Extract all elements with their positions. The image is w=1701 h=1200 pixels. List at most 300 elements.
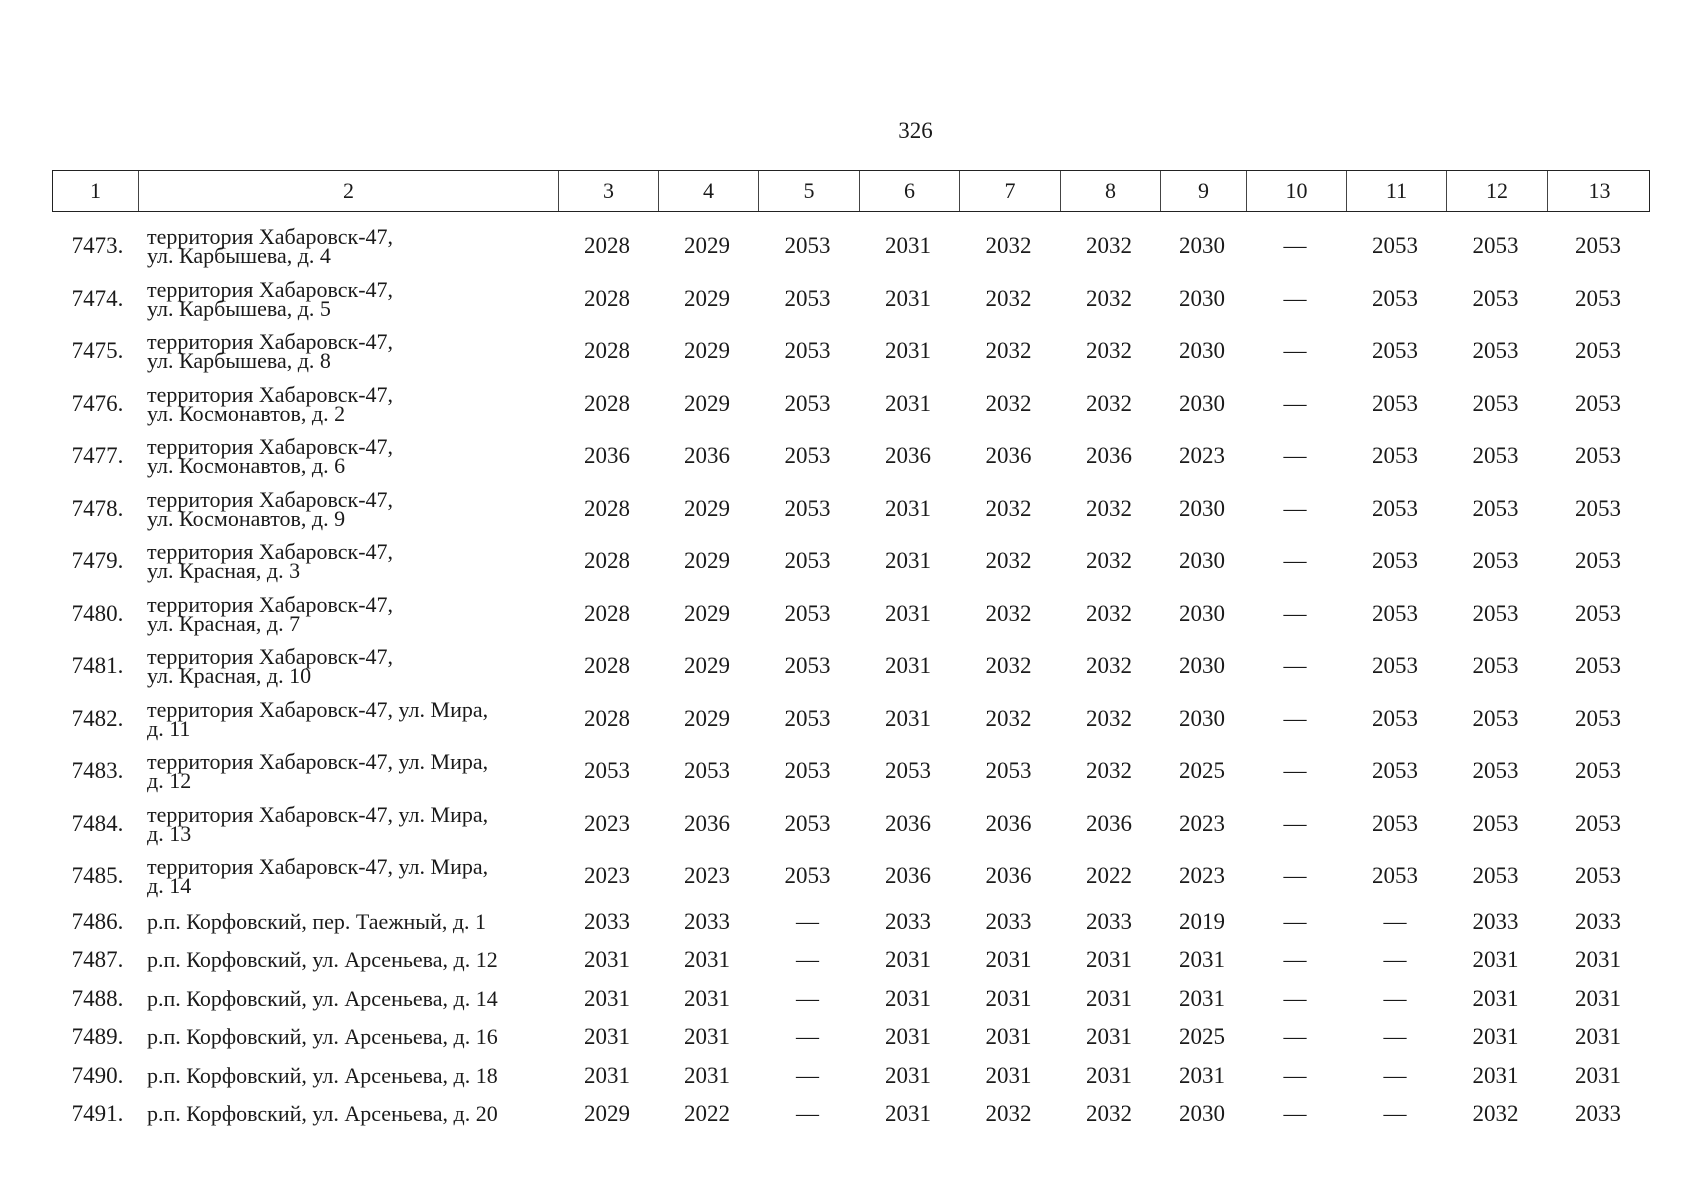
year-cell: 2036 (684, 443, 730, 469)
address-line: д. 12 (147, 768, 192, 794)
column-header: 9 (1160, 171, 1246, 211)
year-cell: 2031 (885, 1062, 931, 1088)
year-cell: 2031 (885, 653, 931, 679)
year-cell: — (1283, 1062, 1307, 1088)
year-cell: 2031 (985, 1024, 1032, 1050)
year-cell: 2032 (985, 390, 1032, 416)
column-header: 5 (758, 171, 859, 211)
year-cell: — (1283, 338, 1307, 364)
year-cell: 2023 (584, 810, 630, 836)
column-header: 12 (1446, 171, 1547, 211)
row-number: 7488. (71, 985, 124, 1011)
year-cell: 2053 (1472, 705, 1519, 731)
year-cell: 2031 (1472, 985, 1519, 1011)
address-line: р.п. Корфовский, пер. Таежный, д. 1 (147, 908, 487, 934)
page-number: 326 (898, 118, 933, 143)
address-cell (137, 224, 557, 269)
year-cell: — (796, 1062, 819, 1088)
year-cell: 2033 (985, 908, 1032, 934)
year-cell: 2033 (684, 908, 730, 934)
year-cell: 2032 (1086, 1101, 1132, 1127)
address-line: территория Хабаровск-47, (147, 329, 394, 355)
year-cell: 2031 (584, 947, 630, 973)
year-cell: 2031 (885, 947, 931, 973)
year-cell: 2030 (1179, 495, 1225, 521)
year-cell: 2053 (1472, 495, 1519, 521)
year-cell: 2053 (784, 338, 831, 364)
table-row (52, 941, 1650, 980)
row-number: 7473. (71, 233, 124, 259)
year-cell: 2032 (985, 1101, 1032, 1127)
table-row (52, 1095, 1650, 1134)
year-cell: 2036 (985, 863, 1032, 889)
address-cell (137, 1064, 557, 1088)
year-cell: 2053 (1472, 600, 1519, 626)
year-cell: 2053 (1372, 390, 1418, 416)
address-cell (137, 644, 557, 689)
year-cell: 2031 (885, 1024, 931, 1050)
year-cell: 2031 (1179, 1062, 1225, 1088)
row-number: 7490. (71, 1062, 124, 1088)
year-cell: 2036 (584, 443, 630, 469)
year-cell: 2023 (684, 863, 730, 889)
year-cell: 2053 (784, 863, 831, 889)
year-cell: 2053 (1472, 338, 1519, 364)
year-cell: — (1283, 758, 1307, 784)
year-cell: — (1283, 443, 1307, 469)
table-row (52, 483, 1650, 536)
year-cell: 2030 (1179, 600, 1225, 626)
year-cell: 2032 (985, 705, 1032, 731)
year-cell: 2053 (1575, 233, 1621, 259)
year-cell: 2031 (885, 548, 931, 574)
year-cell: 2031 (1086, 947, 1132, 973)
address-line: территория Хабаровск-47, ул. Мира, (147, 696, 489, 722)
year-cell: 2033 (885, 908, 931, 934)
year-cell: 2023 (1179, 863, 1225, 889)
address-line: территория Хабаровск-47, ул. Мира, (147, 749, 489, 775)
address-line: ул. Космонавтов, д. 6 (147, 453, 346, 479)
year-cell: 2053 (1575, 495, 1621, 521)
year-cell: 2028 (584, 705, 630, 731)
year-cell: — (796, 908, 819, 934)
year-cell: — (1283, 390, 1307, 416)
year-cell: 2030 (1179, 233, 1225, 259)
year-cell: 2019 (1179, 908, 1225, 934)
year-cell: 2053 (1472, 653, 1519, 679)
table-row (52, 1057, 1650, 1096)
address-line: ул. Красная, д. 7 (147, 610, 301, 636)
year-cell: 2031 (885, 390, 931, 416)
row-number: 7480. (71, 600, 124, 626)
year-cell: 2053 (1575, 390, 1621, 416)
year-cell: 2028 (584, 548, 630, 574)
column-header: 4 (658, 171, 758, 211)
row-number: 7483. (71, 758, 124, 784)
year-cell: 2032 (985, 600, 1032, 626)
year-cell: 2031 (885, 985, 931, 1011)
year-cell: 2036 (985, 443, 1032, 469)
table-row (52, 273, 1650, 326)
column-header: 8 (1060, 171, 1160, 211)
year-cell: — (1383, 908, 1407, 934)
year-cell: 2032 (1086, 705, 1132, 731)
address-line: территория Хабаровск-47, (147, 644, 394, 670)
year-cell: 2053 (1472, 233, 1519, 259)
table-row (52, 745, 1650, 798)
address-line: территория Хабаровск-47, (147, 381, 394, 407)
year-cell: — (796, 947, 819, 973)
year-cell: 2030 (1179, 1101, 1225, 1127)
year-cell: 2053 (1575, 863, 1621, 889)
year-cell: 2053 (784, 705, 831, 731)
year-cell: — (1283, 653, 1307, 679)
year-cell: 2033 (584, 908, 630, 934)
year-cell: 2053 (1372, 233, 1418, 259)
year-cell: 2032 (1086, 495, 1132, 521)
row-number: 7476. (71, 390, 124, 416)
year-cell: — (1283, 600, 1307, 626)
table-row (52, 903, 1650, 942)
year-cell: — (1283, 233, 1307, 259)
address-cell (137, 381, 557, 426)
address-line: территория Хабаровск-47, (147, 434, 394, 460)
address-line: р.п. Корфовский, ул. Арсеньева, д. 16 (147, 1024, 498, 1050)
year-cell: 2031 (885, 1101, 931, 1127)
column-header: 3 (558, 171, 658, 211)
column-header: 2 (138, 171, 558, 211)
year-cell: — (1283, 548, 1307, 574)
address-line: ул. Карбышева, д. 5 (147, 295, 331, 321)
year-cell: 2025 (1179, 1024, 1225, 1050)
address-cell (137, 948, 557, 972)
year-cell: 2031 (885, 600, 931, 626)
address-cell (137, 486, 557, 531)
year-cell: 2053 (1575, 548, 1621, 574)
year-cell: — (796, 1024, 819, 1050)
year-cell: 2028 (584, 495, 630, 521)
row-number: 7485. (71, 863, 124, 889)
address-line: ул. Космонавтов, д. 9 (147, 505, 346, 531)
address-line: д. 11 (147, 715, 191, 741)
year-cell: 2028 (584, 390, 630, 416)
year-cell: 2031 (1575, 947, 1621, 973)
year-cell: 2053 (1575, 705, 1621, 731)
year-cell: 2053 (784, 600, 831, 626)
year-cell: 2022 (684, 1101, 730, 1127)
year-cell: 2030 (1179, 285, 1225, 311)
year-cell: 2053 (1372, 653, 1418, 679)
year-cell: — (1283, 1024, 1307, 1050)
year-cell: 2032 (1086, 758, 1132, 784)
year-cell: 2053 (784, 285, 831, 311)
year-cell: 2053 (1575, 285, 1621, 311)
table-row (52, 1018, 1650, 1057)
year-cell: — (1283, 810, 1307, 836)
year-cell: 2053 (1372, 495, 1418, 521)
year-cell: 2053 (684, 758, 730, 784)
year-cell: 2029 (584, 1101, 630, 1127)
table-row (52, 430, 1650, 483)
year-cell: 2031 (885, 338, 931, 364)
address-line: территория Хабаровск-47, (147, 591, 394, 617)
year-cell: — (1283, 705, 1307, 731)
year-cell: 2029 (684, 233, 730, 259)
table-header (52, 170, 1650, 212)
year-cell: 2028 (584, 338, 630, 364)
year-cell: 2032 (985, 285, 1032, 311)
address-line: территория Хабаровск-47, ул. Мира, (147, 854, 489, 880)
address-line: ул. Красная, д. 3 (147, 558, 301, 584)
year-cell: 2053 (1372, 705, 1418, 731)
row-number: 7484. (71, 810, 124, 836)
address-line: р.п. Корфовский, ул. Арсеньева, д. 18 (147, 1062, 498, 1088)
year-cell: — (1283, 1101, 1307, 1127)
year-cell: 2028 (584, 600, 630, 626)
table-row (52, 535, 1650, 588)
year-cell: 2030 (1179, 338, 1225, 364)
address-line: территория Хабаровск-47, ул. Мира, (147, 801, 489, 827)
year-cell: 2031 (1179, 947, 1225, 973)
year-cell: 2032 (1472, 1101, 1519, 1127)
year-cell: 2053 (784, 233, 831, 259)
year-cell: 2053 (1472, 390, 1519, 416)
year-cell: 2031 (684, 985, 730, 1011)
address-line: д. 14 (147, 873, 192, 899)
row-number: 7475. (71, 338, 124, 364)
year-cell: 2028 (584, 233, 630, 259)
table-row (52, 980, 1650, 1019)
year-cell: 2032 (1086, 548, 1132, 574)
row-number: 7474. (71, 285, 124, 311)
year-cell: 2032 (1086, 285, 1132, 311)
year-cell: — (1283, 495, 1307, 521)
table-row (52, 640, 1650, 693)
year-cell: 2029 (684, 285, 730, 311)
row-number: 7486. (71, 908, 124, 934)
year-cell: 2053 (1372, 548, 1418, 574)
year-cell: 2023 (584, 863, 630, 889)
year-cell: 2053 (784, 653, 831, 679)
table-row (52, 798, 1650, 851)
column-header: 11 (1346, 171, 1446, 211)
year-cell: — (1383, 947, 1407, 973)
year-cell: 2053 (1372, 810, 1418, 836)
year-cell: 2032 (985, 548, 1032, 574)
address-line: р.п. Корфовский, ул. Арсеньева, д. 12 (147, 947, 498, 973)
year-cell: 2036 (885, 443, 931, 469)
year-cell: 2036 (985, 810, 1032, 836)
address-cell (137, 1102, 557, 1126)
address-line: д. 13 (147, 820, 192, 846)
address-cell (137, 910, 557, 934)
row-number: 7477. (71, 443, 124, 469)
year-cell: 2030 (1179, 548, 1225, 574)
table-row (52, 378, 1650, 431)
year-cell: 2053 (1472, 285, 1519, 311)
year-cell: — (796, 985, 819, 1011)
year-cell: 2053 (784, 443, 831, 469)
year-cell: 2031 (985, 947, 1032, 973)
year-cell: — (1283, 947, 1307, 973)
year-cell: 2053 (1472, 810, 1519, 836)
row-number: 7478. (71, 495, 124, 521)
row-number: 7487. (71, 947, 124, 973)
year-cell: 2031 (985, 985, 1032, 1011)
year-cell: 2053 (1472, 863, 1519, 889)
table-row (52, 588, 1650, 641)
year-cell: 2031 (1086, 1062, 1132, 1088)
table-row (52, 693, 1650, 746)
year-cell: 2053 (1372, 443, 1418, 469)
address-line: ул. Красная, д. 10 (147, 663, 312, 689)
year-cell: 2030 (1179, 390, 1225, 416)
year-cell: 2033 (1086, 908, 1132, 934)
year-cell: — (1283, 985, 1307, 1011)
year-cell: 2053 (1372, 863, 1418, 889)
address-cell (137, 1025, 557, 1049)
address-cell (137, 539, 557, 584)
year-cell: 2053 (584, 758, 630, 784)
address-cell (137, 749, 557, 794)
year-cell: 2033 (1575, 1101, 1621, 1127)
year-cell: 2053 (784, 390, 831, 416)
column-header: 6 (859, 171, 959, 211)
address-line: ул. Карбышева, д. 4 (147, 243, 331, 269)
year-cell: 2053 (784, 495, 831, 521)
year-cell: 2031 (684, 1024, 730, 1050)
table-row (52, 220, 1650, 273)
year-cell: 2032 (1086, 233, 1132, 259)
address-line: р.п. Корфовский, ул. Арсеньева, д. 14 (147, 985, 498, 1011)
address-line: территория Хабаровск-47, (147, 486, 394, 512)
year-cell: 2032 (1086, 653, 1132, 679)
year-cell: 2033 (1472, 908, 1519, 934)
year-cell: — (1283, 908, 1307, 934)
row-number: 7491. (71, 1101, 124, 1127)
address-cell (137, 987, 557, 1011)
address-cell (137, 854, 557, 899)
year-cell: 2031 (885, 495, 931, 521)
table-body (52, 220, 1650, 1134)
year-cell: — (1383, 1101, 1407, 1127)
year-cell: — (796, 1101, 819, 1127)
year-cell: 2032 (985, 495, 1032, 521)
year-cell: 2030 (1179, 653, 1225, 679)
year-cell: 2032 (1086, 390, 1132, 416)
year-cell: 2032 (985, 338, 1032, 364)
year-cell: 2025 (1179, 758, 1225, 784)
year-cell: 2053 (1575, 338, 1621, 364)
year-cell: 2031 (1086, 1024, 1132, 1050)
year-cell: 2029 (684, 653, 730, 679)
address-cell (137, 591, 557, 636)
year-cell: 2032 (985, 233, 1032, 259)
year-cell: 2029 (684, 600, 730, 626)
year-cell: 2053 (1372, 285, 1418, 311)
year-cell: 2029 (684, 390, 730, 416)
year-cell: 2031 (1575, 985, 1621, 1011)
year-cell: 2053 (1472, 548, 1519, 574)
year-cell: 2036 (1086, 443, 1132, 469)
column-header: 7 (959, 171, 1060, 211)
address-line: р.п. Корфовский, ул. Арсеньева, д. 20 (147, 1101, 498, 1127)
address-line: территория Хабаровск-47, (147, 276, 394, 302)
year-cell: 2053 (784, 810, 831, 836)
row-number: 7479. (71, 548, 124, 574)
row-number: 7481. (71, 653, 124, 679)
year-cell: 2053 (1372, 338, 1418, 364)
year-cell: 2031 (584, 1062, 630, 1088)
year-cell: 2023 (1179, 810, 1225, 836)
year-cell: 2036 (1086, 810, 1132, 836)
year-cell: 2031 (1472, 947, 1519, 973)
year-cell: 2022 (1086, 863, 1132, 889)
year-cell: 2032 (1086, 338, 1132, 364)
year-cell: 2053 (1575, 600, 1621, 626)
year-cell: 2053 (1575, 443, 1621, 469)
year-cell: 2053 (1372, 600, 1418, 626)
year-cell: 2031 (1472, 1024, 1519, 1050)
year-cell: 2032 (1086, 600, 1132, 626)
row-number: 7489. (71, 1024, 124, 1050)
address-cell (137, 329, 557, 374)
year-cell: — (1383, 1024, 1407, 1050)
column-header: 10 (1246, 171, 1346, 211)
year-cell: 2031 (985, 1062, 1032, 1088)
year-cell: 2029 (684, 705, 730, 731)
year-cell: 2030 (1179, 705, 1225, 731)
year-cell: 2029 (684, 548, 730, 574)
year-cell: 2031 (1575, 1024, 1621, 1050)
year-cell: 2031 (684, 1062, 730, 1088)
year-cell: 2053 (784, 548, 831, 574)
year-cell: 2032 (985, 653, 1032, 679)
year-cell: 2036 (885, 810, 931, 836)
address-line: территория Хабаровск-47, (147, 539, 394, 565)
year-cell: 2036 (885, 863, 931, 889)
year-cell: 2053 (1472, 758, 1519, 784)
year-cell: 2053 (985, 758, 1032, 784)
year-cell: — (1283, 863, 1307, 889)
year-cell: 2031 (885, 705, 931, 731)
year-cell: 2053 (1372, 758, 1418, 784)
row-number: 7482. (71, 705, 124, 731)
year-cell: 2029 (684, 495, 730, 521)
address-line: ул. Космонавтов, д. 2 (147, 400, 346, 426)
year-cell: 2028 (584, 653, 630, 679)
year-cell: 2036 (684, 810, 730, 836)
year-cell: 2031 (1575, 1062, 1621, 1088)
year-cell: 2053 (1575, 758, 1621, 784)
year-cell: 2053 (1575, 653, 1621, 679)
year-cell: 2031 (1472, 1062, 1519, 1088)
address-cell (137, 801, 557, 846)
column-header: 13 (1547, 171, 1651, 211)
year-cell: 2053 (885, 758, 931, 784)
table-row (52, 325, 1650, 378)
year-cell: 2031 (885, 233, 931, 259)
year-cell: 2031 (1086, 985, 1132, 1011)
year-cell: 2053 (1472, 443, 1519, 469)
year-cell: 2033 (1575, 908, 1621, 934)
address-line: ул. Карбышева, д. 8 (147, 348, 331, 374)
year-cell: 2031 (584, 985, 630, 1011)
address-cell (137, 696, 557, 741)
year-cell: 2053 (1575, 810, 1621, 836)
column-header: 1 (90, 178, 101, 203)
address-cell (137, 434, 557, 479)
